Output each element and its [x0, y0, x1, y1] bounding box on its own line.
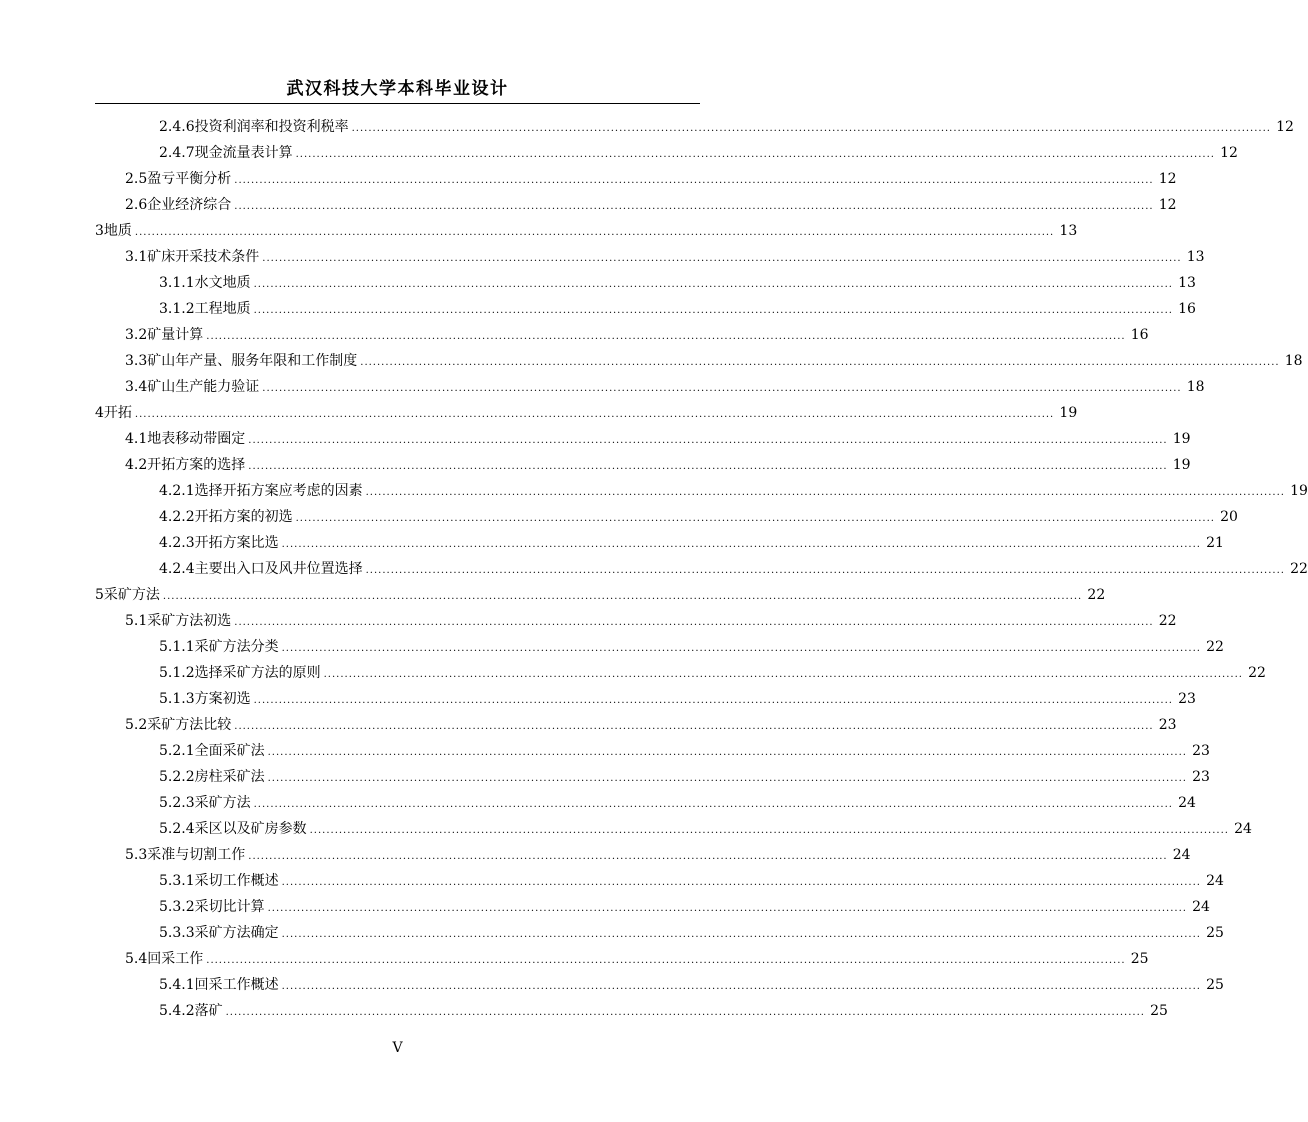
toc-entry-number: 5.3.1 — [159, 873, 195, 889]
toc-leader-dots: ............................................................................................................................................................................................................................ — [281, 643, 1201, 654]
toc-entry-number: 3.4 — [125, 379, 148, 395]
toc-leader-dots: ............................................................................................................................................................................................................................ — [134, 227, 1055, 238]
toc-entry[interactable] — [95, 140, 1238, 166]
toc-entry-title: 房柱采矿法 — [194, 769, 265, 785]
toc-entry-title: 选择开拓方案应考虑的因素 — [194, 483, 363, 499]
toc-entry-page: 20 — [1220, 509, 1238, 525]
toc-entry[interactable] — [95, 920, 1224, 946]
toc-entry-page: 19 — [1172, 431, 1191, 447]
toc-entry[interactable] — [95, 244, 1205, 270]
toc-entry-number: 5.1.2 — [159, 665, 195, 681]
toc-entry-page: 13 — [1059, 223, 1078, 239]
toc-entry-title: 企业经济综合 — [147, 197, 232, 213]
toc-entry-number: 5.4.2 — [159, 1003, 195, 1019]
toc-entry-number: 2.4.6 — [159, 119, 195, 135]
toc-entry-number: 5.2.3 — [159, 795, 195, 811]
toc-entry-page: 18 — [1284, 353, 1303, 369]
toc-entry-page: 25 — [1206, 925, 1224, 941]
toc-entry-page: 19 — [1172, 457, 1191, 473]
header-rule — [95, 103, 700, 104]
toc-entry-page: 12 — [1158, 171, 1177, 187]
toc-entry-title: 地质 — [103, 223, 132, 239]
toc-entry-page: 12 — [1276, 119, 1294, 135]
toc-entry-number: 4 — [95, 405, 104, 421]
toc-entry[interactable] — [95, 114, 1294, 140]
toc-leader-dots: ............................................................................................................................................................................................................................ — [253, 799, 1173, 810]
toc-entry-title: 开拓方案的初选 — [194, 509, 293, 525]
toc-leader-dots: ............................................................................................................................................................................................................................ — [206, 955, 1126, 966]
toc-leader-dots: ............................................................................................................................................................................................................................ — [262, 253, 1182, 264]
toc-entry[interactable] — [95, 582, 1106, 608]
toc-entry-number: 5.2.1 — [159, 743, 195, 759]
toc-entry[interactable] — [95, 218, 1078, 244]
toc-entry[interactable] — [95, 270, 1196, 296]
toc-leader-dots: ............................................................................................................................................................................................................................ — [234, 721, 1154, 732]
toc-leader-dots: ............................................................................................................................................................................................................................ — [295, 149, 1215, 160]
toc-entry[interactable] — [95, 348, 1303, 374]
toc-entry[interactable] — [95, 400, 1078, 426]
toc-entry-page: 13 — [1186, 249, 1205, 265]
toc-leader-dots: ............................................................................................................................................................................................................................ — [248, 461, 1168, 472]
toc-entry-number: 2.5 — [125, 171, 148, 187]
toc-leader-dots: ............................................................................................................................................................................................................................ — [253, 695, 1173, 706]
toc-entry-page: 22 — [1087, 587, 1106, 603]
toc-entry-page: 18 — [1186, 379, 1205, 395]
toc-entry-title: 方案初选 — [194, 691, 251, 707]
toc-entry-number: 5.2 — [125, 717, 148, 733]
toc-leader-dots: ............................................................................................................................................................................................................................ — [351, 123, 1271, 134]
toc-entry-page: 19 — [1059, 405, 1078, 421]
toc-entry-page: 24 — [1234, 821, 1252, 837]
toc-leader-dots: ............................................................................................................................................................................................................................ — [281, 539, 1201, 550]
toc-leader-dots: ............................................................................................................................................................................................................................ — [267, 903, 1187, 914]
toc-entry-title: 采矿方法 — [194, 795, 251, 811]
toc-entry-number: 3 — [95, 223, 104, 239]
toc-entry-number: 4.2 — [125, 457, 148, 473]
toc-entry-number: 4.2.1 — [159, 483, 195, 499]
toc-entry-number: 3.1.2 — [159, 301, 195, 317]
toc-entry-number: 4.2.3 — [159, 535, 195, 551]
toc-entry-title: 采区以及矿房参数 — [194, 821, 307, 837]
toc-leader-dots: ............................................................................................................................................................................................................................ — [295, 513, 1215, 524]
toc-entry-number: 5.3 — [125, 847, 148, 863]
toc-entry-title: 采矿方法分类 — [194, 639, 279, 655]
toc-entry[interactable] — [95, 634, 1224, 660]
toc-entry-number: 5.1.1 — [159, 639, 195, 655]
toc-entry-page: 22 — [1158, 613, 1177, 629]
toc-leader-dots: ............................................................................................................................................................................................................................ — [365, 487, 1285, 498]
toc-entry-page: 12 — [1158, 197, 1177, 213]
toc-entry-number: 5 — [95, 587, 104, 603]
toc-entry[interactable] — [95, 374, 1205, 400]
toc-leader-dots: ............................................................................................................................................................................................................................ — [267, 747, 1187, 758]
toc-entry-title: 投资利润率和投资利税率 — [194, 119, 349, 135]
toc-leader-dots: ............................................................................................................................................................................................................................ — [225, 1007, 1145, 1018]
toc-leader-dots: ............................................................................................................................................................................................................................ — [234, 617, 1154, 628]
toc-entry-page: 22 — [1206, 639, 1224, 655]
toc-entry[interactable] — [95, 504, 1238, 530]
toc-entry-title: 地表移动带圈定 — [147, 431, 246, 447]
toc-entry-page: 23 — [1192, 743, 1210, 759]
toc-entry-number: 4.2.4 — [159, 561, 195, 577]
toc-entry-number: 5.2.4 — [159, 821, 195, 837]
toc-entry-title: 矿山生产能力验证 — [147, 379, 260, 395]
toc-leader-dots: ............................................................................................................................................................................................................................ — [360, 357, 1280, 368]
toc-entry-number: 5.4 — [125, 951, 148, 967]
toc-entry-page: 16 — [1130, 327, 1149, 343]
toc-entry-number: 2.6 — [125, 197, 148, 213]
toc-entry-title: 回采工作概述 — [194, 977, 279, 993]
toc-leader-dots: ............................................................................................................................................................................................................................ — [281, 929, 1201, 940]
toc-entry-page: 19 — [1290, 483, 1308, 499]
toc-entry[interactable] — [95, 998, 1168, 1024]
toc-entry-page: 24 — [1206, 873, 1224, 889]
toc-entry-page: 24 — [1192, 899, 1210, 915]
toc-entry-title: 采切工作概述 — [194, 873, 279, 889]
toc-entry[interactable] — [95, 322, 1149, 348]
toc-entry-page: 25 — [1150, 1003, 1168, 1019]
toc-entry-title: 主要出入口及风井位置选择 — [194, 561, 363, 577]
toc-entry-title: 开拓方案的选择 — [147, 457, 246, 473]
toc-leader-dots: ............................................................................................................................................................................................................................ — [267, 773, 1187, 784]
toc-entry-title: 采矿方法初选 — [147, 613, 232, 629]
toc-entry-page: 25 — [1130, 951, 1149, 967]
toc-entry-number: 5.3.2 — [159, 899, 195, 915]
toc-leader-dots: ............................................................................................................................................................................................................................ — [262, 383, 1182, 394]
toc-entry[interactable] — [95, 764, 1210, 790]
toc-entry-number: 5.3.3 — [159, 925, 195, 941]
toc-entry[interactable] — [95, 738, 1210, 764]
page-header-title: 武汉科技大学本科毕业设计 — [286, 79, 509, 99]
toc-entry-page: 22 — [1248, 665, 1266, 681]
toc-entry-page: 13 — [1178, 275, 1196, 291]
toc-entry[interactable] — [95, 296, 1196, 322]
toc-leader-dots: ............................................................................................................................................................................................................................ — [365, 565, 1285, 576]
toc-entry-title: 工程地质 — [194, 301, 251, 317]
toc-entry-page: 21 — [1206, 535, 1224, 551]
toc-leader-dots: ............................................................................................................................................................................................................................ — [134, 409, 1055, 420]
toc-leader-dots: ............................................................................................................................................................................................................................ — [323, 669, 1243, 680]
toc-entry-number: 5.1.3 — [159, 691, 195, 707]
toc-entry-title: 选择采矿方法的原则 — [194, 665, 321, 681]
toc-entry-title: 采准与切割工作 — [147, 847, 246, 863]
toc-entry[interactable] — [95, 868, 1224, 894]
toc-entry[interactable] — [95, 660, 1266, 686]
toc-entry-title: 采切比计算 — [194, 899, 265, 915]
toc-entry-title: 矿山年产量、服务年限和工作制度 — [147, 353, 358, 369]
toc-leader-dots: ............................................................................................................................................................................................................................ — [248, 851, 1168, 862]
toc-entry-number: 3.1.1 — [159, 275, 195, 291]
toc-leader-dots: ............................................................................................................................................................................................................................ — [253, 279, 1173, 290]
toc-entry[interactable] — [95, 530, 1224, 556]
toc-entry-title: 开拓方案比选 — [194, 535, 279, 551]
toc-entry-number: 4.2.2 — [159, 509, 195, 525]
toc-entry-title: 矿量计算 — [147, 327, 204, 343]
toc-entry-number: 3.2 — [125, 327, 148, 343]
toc-leader-dots: ............................................................................................................................................................................................................................ — [281, 981, 1201, 992]
toc-entry[interactable] — [95, 894, 1210, 920]
page-number: V — [392, 1040, 403, 1056]
toc-entry-title: 回采工作 — [147, 951, 204, 967]
toc-entry-number: 4.1 — [125, 431, 148, 447]
toc-entry-title: 开拓 — [103, 405, 132, 421]
toc-entry-number: 5.2.2 — [159, 769, 195, 785]
table-of-contents — [95, 114, 1308, 1024]
toc-entry-number: 3.1 — [125, 249, 148, 265]
toc-leader-dots: ............................................................................................................................................................................................................................ — [234, 201, 1154, 212]
toc-entry-page: 22 — [1290, 561, 1308, 577]
toc-entry-title: 全面采矿法 — [194, 743, 265, 759]
toc-entry-page: 23 — [1192, 769, 1210, 785]
toc-entry-number: 5.4.1 — [159, 977, 195, 993]
toc-entry-title: 盈亏平衡分析 — [147, 171, 232, 187]
toc-entry-title: 矿床开采技术条件 — [147, 249, 260, 265]
toc-entry-title: 现金流量表计算 — [194, 145, 293, 161]
toc-leader-dots: ............................................................................................................................................................................................................................ — [162, 591, 1083, 602]
toc-entry[interactable] — [95, 712, 1177, 738]
toc-entry-number: 2.4.7 — [159, 145, 195, 161]
toc-leader-dots: ............................................................................................................................................................................................................................ — [206, 331, 1126, 342]
toc-entry[interactable] — [95, 478, 1308, 504]
toc-entry[interactable] — [95, 166, 1177, 192]
toc-entry[interactable] — [95, 452, 1191, 478]
toc-entry-title: 采矿方法比较 — [147, 717, 232, 733]
toc-entry-page: 12 — [1220, 145, 1238, 161]
toc-entry-title: 采矿方法确定 — [194, 925, 279, 941]
toc-entry[interactable] — [95, 686, 1196, 712]
toc-entry[interactable] — [95, 608, 1177, 634]
toc-leader-dots: ............................................................................................................................................................................................................................ — [281, 877, 1201, 888]
toc-entry[interactable] — [95, 790, 1196, 816]
toc-entry[interactable] — [95, 842, 1191, 868]
toc-entry-page: 24 — [1178, 795, 1196, 811]
toc-entry-number: 5.1 — [125, 613, 148, 629]
toc-entry[interactable] — [95, 192, 1177, 218]
toc-leader-dots: ............................................................................................................................................................................................................................ — [309, 825, 1229, 836]
toc-entry[interactable] — [95, 946, 1149, 972]
toc-entry-page: 24 — [1172, 847, 1191, 863]
toc-entry-page: 23 — [1178, 691, 1196, 707]
toc-entry-page: 23 — [1158, 717, 1177, 733]
toc-entry[interactable] — [95, 426, 1191, 452]
toc-entry-page: 25 — [1206, 977, 1224, 993]
toc-entry-page: 16 — [1178, 301, 1196, 317]
toc-entry-number: 3.3 — [125, 353, 148, 369]
toc-entry[interactable] — [95, 556, 1308, 582]
toc-leader-dots: ............................................................................................................................................................................................................................ — [253, 305, 1173, 316]
toc-entry-title: 水文地质 — [194, 275, 251, 291]
toc-entry-title: 落矿 — [194, 1003, 223, 1019]
toc-entry-title: 采矿方法 — [103, 587, 160, 603]
toc-leader-dots: ............................................................................................................................................................................................................................ — [248, 435, 1168, 446]
toc-entry[interactable] — [95, 816, 1252, 842]
toc-entry[interactable] — [95, 972, 1224, 998]
toc-leader-dots: ............................................................................................................................................................................................................................ — [234, 175, 1154, 186]
